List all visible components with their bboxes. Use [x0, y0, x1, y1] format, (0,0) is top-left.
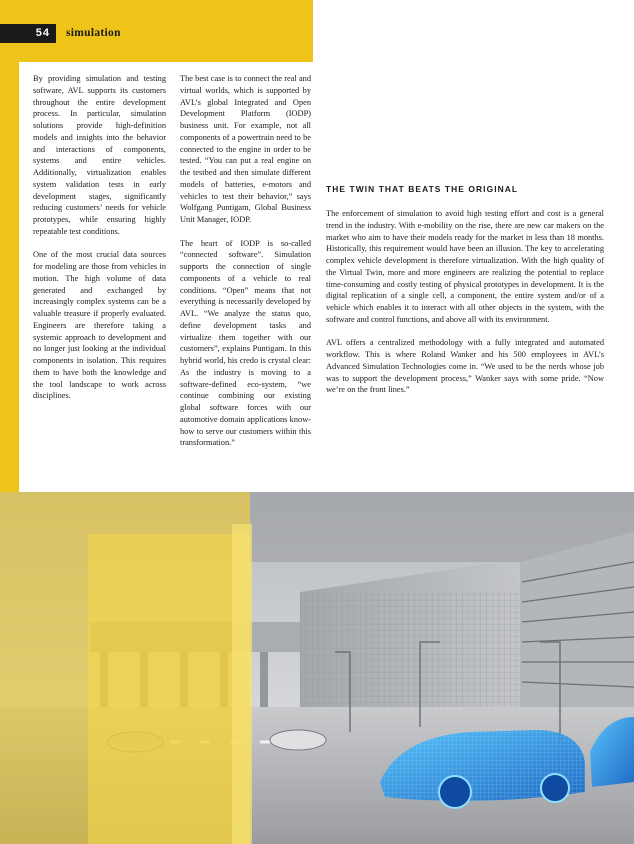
section-title: simulation [66, 27, 121, 39]
virtual-twin-hero-image [0, 492, 634, 844]
article-headline: THE TWIN THAT BEATS THE ORIGINAL [326, 184, 519, 194]
text-column-1 [33, 73, 166, 414]
paragraph: The enforcement of simulation to avoid high testing effort and cost is a general trend in the industry. With e-mobility on the rise, there are new car makers on the market who aim to have their models ready for the market in less than 18 months. Historically, this requirement would have been an illusion. The key to accelerating complex vehicle development is therefore virtualization. With the high quality of the Virtual Twin, more and more engineers are realizing the potential to replace time-consuming and costly testing of physical prototypes in development. It is the digital replication of a single cell, a component, the entire system and/or of a vehicle which enables it to interact with all other objects in the system, with the software and control functions, and above all with its environment. [326, 209, 604, 324]
side-accent-bar [0, 62, 19, 492]
paragraph: AVL offers a centralized methodology with a fully integrated and automated workflow. This is where Roland Wanker and his 500 employees in AVL’s Advanced Simulation Technologies come in. “We used to be the nerds whose job was to support the development process,” Wanker says with some pride. “Now we’re on the front lines.” [326, 338, 604, 395]
paragraph: The heart of IODP is so-called “connected software”. Simulation supports the connection of single components of a vehicle to real conditions. “Open” means that not everything is necessarily developed by AVL. “We analyze the status quo, define development tasks and virtualize them together with our customers”, explains Puntigam. In this hybrid world, his credo is crystal clear: As the industry is moving to a software-defined eco-system, “we continue combining our existing global software forces with our automotive domain applications know-how to serve our customers within this transformation.” [180, 238, 311, 448]
paragraph: The best case is to connect the real and virtual worlds, which is supported by AVL’s global Integrated and Open Development Platform (IODP) business unit. For example, not all components of a powertrain need to be connected to the engine in order to be tested. “You can put a real engine on the testbed and then simulate different models of batteries, e-motors and vehicles to test their behavior,” says Wolfgang Puntigam, Global Business Unit Manager, IODP. [180, 74, 311, 224]
text-column-2 [180, 73, 311, 461]
text-column-3 [326, 208, 604, 408]
page-number: 54 [0, 24, 56, 43]
paragraph: By providing simulation and testing software, AVL supports its customers throughout the entire development process. In particular, simulation solutions provide high-definition models and insights into the behavior and interactions of components, systems and entire vehicles. Additionally, virtualization enables system validation tests in early development stages, significantly reducing customers’ needs for vehicle prototypes, while ensuring highly repeatable test conditions. [33, 74, 166, 236]
paragraph: One of the most crucial data sources for modeling are those from vehicles in motion. The high volume of data generated and exchanged by increasingly complex systems can be a valuable treasure if properly evaluated. Engineers are therefore taking a systemic approach to development and no longer just looking at the individual components in isolation. This requires them to have both the knowledge and the tool landscape to work across disciplines. [33, 250, 166, 401]
